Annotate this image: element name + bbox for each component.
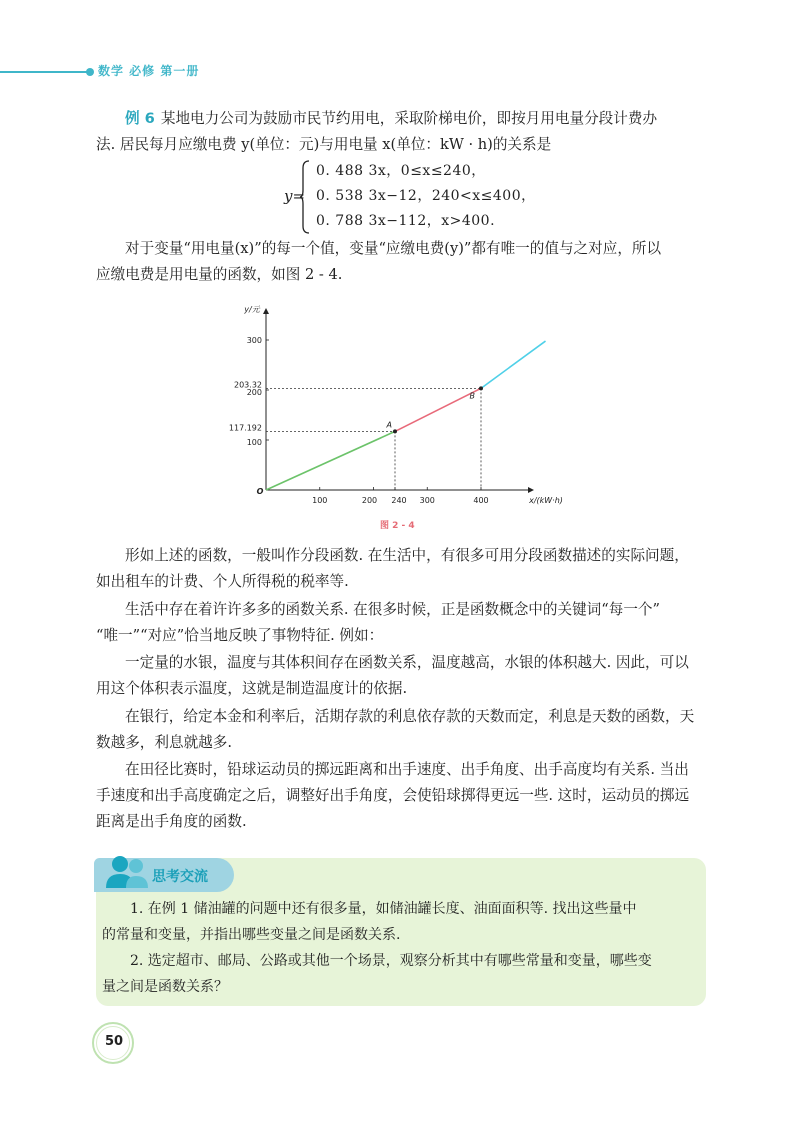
header-dot: [86, 68, 94, 76]
p5-line-2: 手速度和出手高度确定之后，调整好出手角度，会使铅球掷得更远一些. 这时，运动员的掷远: [96, 787, 690, 804]
paragraph-bank-example: [96, 704, 708, 756]
x-tick-label-200: 200: [361, 496, 378, 505]
equation-case-2: 0. 538 3x−12，240<x≤400，: [316, 188, 536, 204]
p1-line-1: 形如上述的函数，一般叫作分段函数. 在生活中，有很多可用分段函数描述的实际问题，: [125, 547, 689, 564]
equation-lhs: y=: [284, 187, 306, 205]
example-line-1: 某地电力公司为鼓励市民节约用电，采取阶梯电价，即按月用电量分段计费办: [160, 110, 658, 127]
q1-line-1: 1. 在例 1 储油罐的问题中还有很多量，如储油罐长度、油面面积等. 找出这些量中: [130, 901, 637, 917]
p4-line-2: 数越多，利息就越多.: [96, 734, 232, 751]
people-icon: [104, 852, 150, 892]
figure-caption: 图 2 - 4: [380, 521, 415, 531]
p5-line-3: 距离是出手角度的函数.: [96, 813, 247, 830]
think-discuss-title: 思考交流: [152, 869, 208, 885]
equation-case-1: 0. 488 3x，0≤x≤240，: [316, 163, 486, 179]
y-tick-label-100: 100: [246, 438, 262, 447]
paragraph-mercury-example: [96, 650, 708, 702]
y-special-label: 203.32: [234, 380, 262, 390]
x-axis-arrow: [528, 487, 534, 493]
origin-label: O: [256, 487, 264, 496]
intro-line-1: 对于变量“用电量(x)”的每一个值，变量“应缴电费(y)”都有唯一的值与之对应，所以: [125, 240, 662, 257]
example-paragraph: [96, 106, 708, 158]
q2-line-2: 量之间是函数关系？: [102, 979, 228, 995]
p4-line-1: 在银行，给定本金和利率后，活期存款的利息依存款的天数而定，利息是天数的函数，天: [125, 708, 695, 725]
p3-line-1: 一定量的水银，温度与其体积间存在函数关系，温度越高，水银的体积越大. 因此，可以: [125, 654, 689, 671]
x-tick-label-300: 300: [419, 496, 435, 505]
paragraph-shotput-example: [96, 757, 708, 835]
paragraph-piecewise-definition: [96, 543, 708, 595]
x-axis-label: x/(kW·h): [529, 496, 563, 505]
piecewise-chart: [228, 300, 563, 518]
p2-line-2: “唯一”“对应”恰当地反映了事物特征. 例如：: [96, 627, 384, 644]
think-question-2: [102, 948, 698, 1000]
x-tick-label-400: 400: [473, 496, 489, 505]
q2-line-1: 2. 选定超市、邮局、公路或其他一个场景，观察分析其中有哪些常量和变量，哪些变: [130, 953, 652, 969]
running-header: 数学 必修 第一册: [98, 64, 200, 78]
y-axis-label: y/元: [244, 305, 260, 314]
series-segment-3: [481, 341, 546, 388]
paragraph-function-intro: [96, 236, 708, 288]
point-label-B: B: [469, 391, 475, 401]
y-tick-label-200: 200: [246, 388, 262, 397]
think-question-1: [102, 896, 698, 948]
think-discuss-box: [96, 858, 706, 1006]
series-segment-2: [395, 388, 481, 431]
x-tick-label-240: 240: [391, 496, 407, 505]
p3-line-2: 用这个体积表示温度，这就是制造温度计的依据.: [96, 680, 408, 697]
intro-line-2: 应缴电费是用电量的函数，如图 2 - 4.: [96, 266, 343, 283]
point-label-A: A: [386, 420, 392, 430]
paragraph-function-relations: [96, 597, 708, 649]
p2-line-1: 生活中存在着许许多多的函数关系. 在很多时候，正是函数概念中的关键词“每一个”: [125, 601, 660, 618]
x-tick-label-100: 100: [312, 496, 328, 505]
equation-brace: [300, 160, 310, 234]
y-special-label: 117.192: [228, 423, 262, 433]
y-tick-label-300: 300: [246, 336, 262, 345]
p5-line-1: 在田径比赛时，铅球运动员的掷远距离和出手速度、出手角度、出手高度均有关系. 当出: [125, 761, 689, 778]
q1-line-2: 的常量和变量，并指出哪些变量之间是函数关系.: [102, 927, 401, 943]
point-B: [479, 386, 483, 390]
example-line-2: 法. 居民每月应缴电费 y(单位：元)与用电量 x(单位：kW · h)的关系是: [96, 136, 552, 153]
point-A: [393, 429, 397, 433]
header-rule: [0, 71, 88, 73]
y-axis-arrow: [263, 308, 269, 314]
p1-line-2: 如出租车的计费、个人所得税的税率等.: [96, 573, 349, 590]
page-number: 50: [104, 1034, 124, 1049]
equation-case-3: 0. 788 3x−112，x>400.: [316, 213, 496, 229]
example-label: 例 6: [125, 110, 155, 127]
series-segment-1: [266, 431, 395, 490]
